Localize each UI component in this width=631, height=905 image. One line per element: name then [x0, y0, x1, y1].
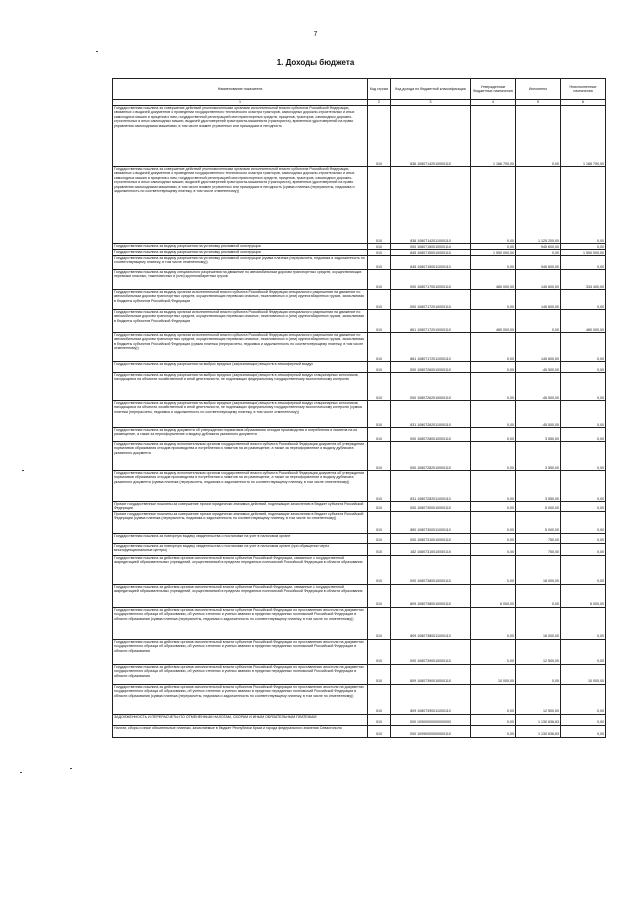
row-executed: 1 130 636,63	[516, 725, 561, 737]
row-unexecuted: 480 000,00	[561, 310, 606, 333]
row-line-code: 010	[368, 555, 391, 584]
row-approved: 0,00	[471, 442, 516, 471]
row-budget-code: 000 10807170010000110	[391, 270, 471, 290]
table-row	[113, 428, 606, 442]
row-unexecuted: 0,00	[561, 362, 606, 373]
row-name: Государственная пошлина за повторную выдачу свидетельства о постановке на учет в налоговом органе	[113, 533, 368, 543]
row-unexecuted: 0,00	[561, 725, 606, 737]
row-budget-code: 000 10807280010000110	[391, 428, 471, 442]
row-approved: 0,00	[471, 502, 516, 512]
row-budget-code: 809 10807380010000110	[391, 584, 471, 607]
row-unexecuted: 0,00	[561, 256, 606, 270]
row-approved: 0,00	[471, 555, 516, 584]
row-line-code: 010	[368, 250, 391, 256]
row-budget-code: 809 10807390011000110	[391, 684, 471, 714]
table-row	[113, 543, 606, 555]
row-executed: 12 500,00	[516, 684, 561, 714]
row-name: Государственная пошлина за выдачу разрешения на установку рекламной конструкции	[113, 250, 368, 256]
row-unexecuted: 6 000,00	[561, 584, 606, 607]
row-unexecuted: 0,00	[561, 373, 606, 401]
row-executed: 0,00	[516, 664, 561, 684]
table-row	[113, 106, 606, 167]
row-line-code: 010	[368, 639, 391, 664]
column-number: 6	[561, 100, 606, 106]
row-line-code: 010	[368, 373, 391, 401]
row-approved: 10 000,00	[471, 664, 516, 684]
row-approved: 1 550 000,00	[471, 250, 516, 256]
row-name: Государственная пошлина за действия органов исполнительной власти субъектов Российской Федерации по проставлению апостиля на документах государственного образца об образовании, об ученых степенях и ученых званиях в пределах переданных полномочий Российской Федерации в области образования (сумма платежа (перерасчеты, недоимка и задолженность по соответствующему платежу, в том числе по отмененному))	[113, 607, 368, 639]
row-budget-code: 000 10807260010000110	[391, 362, 471, 373]
row-name: Государственная пошлина за выдачу документа об утверждении нормативов образования отходов производства и потребления и лимитов на их размещение, а также за переоформление и выдачу дубликата указанного документа	[113, 428, 368, 442]
table-row	[113, 270, 606, 290]
header-executed: Исполнено	[516, 79, 561, 100]
row-approved: 0,00	[471, 533, 516, 543]
header-line-code: Код строки	[368, 79, 391, 100]
row-executed: 1 125 200,00	[516, 167, 561, 244]
row-line-code: 010	[368, 607, 391, 639]
row-unexecuted: 0,00	[561, 401, 606, 428]
header-indicator-name: Наименование показателя	[113, 79, 368, 100]
row-budget-code: 836 10807142011000110	[391, 167, 471, 244]
row-executed: 1 130 636,63	[516, 714, 561, 725]
row-line-code: 010	[368, 725, 391, 737]
row-unexecuted: 0,00	[561, 607, 606, 639]
table-row	[113, 373, 606, 401]
row-name: Государственная пошлина за выдачу исполнительным органом государственной власти субъекта Российской Федерации документа об утверждении нормативов образования отходов производства и потребления и лимитов на их размещение, а также за переоформление и выдачу дубликата указанного документа	[113, 442, 368, 471]
row-unexecuted: 0,00	[561, 511, 606, 533]
row-unexecuted: 0,00	[561, 684, 606, 714]
table-row	[113, 502, 606, 512]
row-budget-code: 831 10807282011000110	[391, 471, 471, 502]
row-budget-code: 000 10807262010000110	[391, 373, 471, 401]
table-row	[113, 167, 606, 244]
row-executed: 750,00	[516, 533, 561, 543]
row-name: Государственная пошлина за действия органов исполнительной власти субъектов Российской Федерации по проставлению апостиля на документах государственного образца об образовании, об ученых степенях и ученых званиях в пределах переданных полномочий Российской Федерации в области образования	[113, 664, 368, 684]
row-line-code: 010	[368, 333, 391, 362]
row-executed: 3 550,00	[516, 471, 561, 502]
row-unexecuted: 0,00	[561, 543, 606, 555]
row-approved: 0,00	[471, 543, 516, 555]
row-unexecuted: 0,00	[561, 290, 606, 310]
row-budget-code: 000 10807390010000110	[391, 639, 471, 664]
row-line-code: 010	[368, 290, 391, 310]
row-name: Государственная пошлина за выдачу органом исполнительной власти субъекта Российской Федерации специального разрешения на движение по автомобильным дорогам транспортных средств, осуществляющих перевозки опасных, тяжеловесных и (или) крупногабаритных грузов, зачисляемая в бюджеты субъектов Российской Федерации	[113, 290, 368, 310]
row-name: Государственная пошлина за действия органов исполнительной власти субъектов Российской Федерации, связанные с государственной аккредитацией образовательных учреждений, осуществляемой в пределах переданных полномочий Российской Федерации в области образования	[113, 555, 368, 584]
row-executed: 945 600,00	[516, 256, 561, 270]
page-title: 1. Доходы бюджета	[276, 58, 355, 67]
row-name: Прочие государственные пошлины за совершение прочих юридически значимых действий, подлежащие зачислению в бюджет субъекта Российской Федерации (сумма платежа (перерасчеты, недоимка и задолженность по соответствующему платежу, в том числе по отмененному))	[113, 511, 368, 533]
row-approved: 6 000,00	[471, 584, 516, 607]
row-name: Государственная пошлина за действия органов исполнительной власти субъектов Российской Федерации по проставлению апостиля на документах государственного образца об образовании, об ученых степенях и ученых званиях в пределах переданных полномочий Российской Федерации в области образования (сумма платежа (перерасчеты, недоимка и задолженность по соответствующему платежу, в том числе по отмененному))	[113, 684, 368, 714]
row-name: Государственная пошлина за действия органов исполнительной власти субъектов Российской Федерации, связанные с государственной аккредитацией образовательных учреждений, осуществляемой в пределах переданных полномочий Российской Федерации в области образования	[113, 584, 368, 607]
row-approved: 0,00	[471, 333, 516, 362]
row-budget-code: 809 10807380011000110	[391, 607, 471, 639]
row-line-code: 010	[368, 310, 391, 333]
row-name: Прочие государственные пошлины за совершение прочих юридически значимых действий, подлежащие зачислению в бюджет субъекта Российской Федерации	[113, 502, 368, 512]
column-number: 1	[113, 100, 368, 106]
row-executed: 3 550,00	[516, 428, 561, 442]
header-row	[113, 79, 606, 100]
row-unexecuted: 0,00	[561, 471, 606, 502]
row-unexecuted: 0,00	[561, 502, 606, 512]
row-budget-code: 000 10807282010000110	[391, 442, 471, 471]
row-name: Государственная пошлина за совершение действий уполномоченными органами исполнительной власти субъектов Российской Федерации, связанных с выдачей документов о проведении государственного технического осмотра тракторов, самоходных дорожно-строительных и иных самоходных машин и прицепов к ним, государственной регистрацией мототранспортных средств, прицепов, тракторов, самоходных дорожно-строительных и иных самоходных машин, выдачей удостоверений тракториста-машиниста (тракториста), временных удостоверений на право управления самоходными машинами, в том числе взамен утраченных или пришедших в негодность	[113, 106, 368, 167]
row-name: Государственная пошлина за действия органов исполнительной власти субъектов Российской Федерации по проставлению апостиля на документах государственного образца об образовании, об ученых степенях и ученых званиях в пределах переданных полномочий Российской Федерации в области образования	[113, 639, 368, 664]
scan-mark	[70, 768, 72, 769]
row-approved: 0,00	[471, 471, 516, 502]
row-line-code: 010	[368, 502, 391, 512]
row-approved: 1 166 700,00	[471, 106, 516, 167]
table-row	[113, 607, 606, 639]
row-executed: 145 600,00	[516, 333, 561, 362]
row-approved: 0,00	[471, 256, 516, 270]
revenue-table	[112, 78, 606, 738]
row-approved: 0,00	[471, 167, 516, 244]
scan-mark	[20, 772, 22, 773]
table-row	[113, 584, 606, 607]
row-executed: 750,00	[516, 543, 561, 555]
row-unexecuted: 0,00	[561, 555, 606, 584]
row-unexecuted: 10 000,00	[561, 664, 606, 684]
row-executed: -45 500,00	[516, 373, 561, 401]
page-number: 7	[313, 31, 318, 38]
row-name: Государственная пошлина за выдачу специального разрешения на движение по автомобильным дорогам транспортных средств, осуществляющих перевозки опасных, тяжеловесных и (или) крупногабаритных грузов	[113, 270, 368, 290]
row-line-code: 010	[368, 167, 391, 244]
row-budget-code: 000 10807150010000110	[391, 244, 471, 250]
table-row	[113, 725, 606, 737]
row-budget-code: 836 10807142010000110	[391, 106, 471, 167]
row-line-code: 010	[368, 533, 391, 543]
row-approved: 0,00	[471, 725, 516, 737]
row-line-code: 010	[368, 428, 391, 442]
row-name: Государственная пошлина за выдачу разрешения на выброс вредных (загрязняющих) веществ в атмосферный воздух стационарных источников, находящихся на объектах хозяйственной и иной деятельности, не подлежащих федеральному государственному экологическому контролю	[113, 373, 368, 401]
table-row	[113, 256, 606, 270]
row-executed: 3 550,00	[516, 442, 561, 471]
row-line-code: 010	[368, 401, 391, 428]
row-approved: 0,00	[471, 714, 516, 725]
table-row	[113, 639, 606, 664]
table-row	[113, 664, 606, 684]
row-executed: 0,00	[516, 584, 561, 607]
row-budget-code: 182 10807310010000110	[391, 543, 471, 555]
table-row	[113, 333, 606, 362]
row-budget-code: 000 10990000000000110	[391, 725, 471, 737]
row-name: Государственная пошлина за выдачу исполнительным органом государственной власти субъекта Российской Федерации документа об утверждении нормативов образования отходов производства и потребления и лимитов на их размещение, а также за переоформление и выдачу дубликата указанного документа (сумма платежа (перерасчеты, недоимка и задолженность по соответствующему платежу, в том числе отмененному))	[113, 471, 368, 502]
scan-mark	[96, 51, 98, 52]
row-line-code: 010	[368, 106, 391, 167]
row-approved: 0,00	[471, 244, 516, 250]
row-name: Государственная пошлина за выдачу разрешения на выброс вредных (загрязняющих) веществ в атмосферный воздух стационарных источников, находящихся на объектах хозяйственной и иной деятельности, не подлежащих федеральному государственному экологическому контролю (сумма платежа (перерасчеты, недоимка и задолженность по соответствующему платежу, в том числе отмененному))	[113, 401, 368, 428]
row-budget-code: 861 10807172011000110	[391, 333, 471, 362]
row-executed: 0,00	[516, 310, 561, 333]
row-executed: 18 000,00	[516, 555, 561, 584]
row-name: ЗАДОЛЖЕННОСТЬ И ПЕРЕРАСЧЕТЫ ПО ОТМЕНЕННЫМ НАЛОГАМ, СБОРАМ И ИНЫМ ОБЯЗАТЕЛЬНЫМ ПЛАТЕЖАМ	[113, 714, 368, 725]
column-number: 2	[368, 100, 391, 106]
row-unexecuted: 0,00	[561, 639, 606, 664]
table-row	[113, 442, 606, 471]
row-approved: 0,00	[471, 607, 516, 639]
row-approved: 480 000,00	[471, 310, 516, 333]
row-unexecuted: 0,00	[561, 428, 606, 442]
row-line-code: 010	[368, 714, 391, 725]
row-line-code: 010	[368, 664, 391, 684]
row-approved: 0,00	[471, 684, 516, 714]
column-number: 5	[516, 100, 561, 106]
row-executed: 18 000,00	[516, 607, 561, 639]
row-executed: 0,00	[516, 106, 561, 167]
row-approved: 0,00	[471, 362, 516, 373]
row-name: Государственная пошлина за выдачу органом исполнительной власти субъекта Российской Федерации специального разрешения на движение по автомобильным дорогам транспортных средств, осуществляющих перевозки опасных, тяжеловесных и (или) крупногабаритных грузов, зачисляемая в бюджеты субъектов Российской Федерации	[113, 310, 368, 333]
row-budget-code: 000 10807310010000110	[391, 533, 471, 543]
row-name: Государственная пошлина за повторную выдачу свидетельства о постановке на учет в налоговом органе (при обращении через многофункциональные центры)	[113, 543, 368, 555]
row-executed: -45 500,00	[516, 401, 561, 428]
row-line-code: 010	[368, 442, 391, 471]
header-approved: Утвержденные бюджетные назначения	[471, 79, 516, 100]
row-unexecuted: 0,00	[561, 167, 606, 244]
row-executed: 5 000,00	[516, 502, 561, 512]
row-unexecuted: 1 550 000,00	[561, 250, 606, 256]
row-executed: -45 500,00	[516, 362, 561, 373]
scan-mark	[22, 470, 24, 471]
row-approved: 0,00	[471, 401, 516, 428]
row-budget-code: 845 10807150010000110	[391, 250, 471, 256]
table-row	[113, 684, 606, 714]
row-approved: 0,00	[471, 290, 516, 310]
table-row	[113, 533, 606, 543]
row-approved: 0,00	[471, 428, 516, 442]
row-approved: 480 000,00	[471, 270, 516, 290]
row-name: Налоги, сборы и иные обязательные платежи, зачисляемые в бюджет Республики Крым и города федерального значения Севастополя	[113, 725, 368, 737]
row-approved: 0,00	[471, 511, 516, 533]
table-row	[113, 714, 606, 725]
row-unexecuted: 0,00	[561, 714, 606, 725]
row-name: Государственная пошлина за совершение действий уполномоченными органами исполнительной власти субъектов Российской Федерации, связанных с выдачей документов о проведении государственного технического осмотра тракторов, самоходных дорожно-строительных и иных самоходных машин и прицепов к ним, государственной регистрацией мототранспортных средств, прицепов, тракторов, самоходных дорожно-строительных и иных самоходных машин, выдачей удостоверений тракториста-машиниста (тракториста), временных удостоверений на право управления самоходными машинами, в том числе взамен утраченных или пришедших в негодность (сумма платежа (перерасчеты, недоимка и задолженность по соответствующему платежу, в том числе отмененному))	[113, 167, 368, 244]
row-line-code: 010	[368, 543, 391, 555]
table-row	[113, 555, 606, 584]
row-name: Государственная пошлина за выдачу органом исполнительной власти субъекта Российской Федерации специального разрешения на движение по автомобильным дорогам транспортных средств, осуществляющих перевозки опасных, тяжеловесных и (или) крупногабаритных грузов, зачисляемая в бюджеты субъектов Российской Федерации (сумма платежа (перерасчеты, недоимка и задолженность по соответствующему платежу, в том числе отмененному))	[113, 333, 368, 362]
row-line-code: 010	[368, 256, 391, 270]
row-unexecuted: 0,00	[561, 533, 606, 543]
table-row	[113, 290, 606, 310]
column-number: 3	[391, 100, 471, 106]
table-row	[113, 401, 606, 428]
row-executed: 12 500,00	[516, 639, 561, 664]
row-budget-code: 850 10807300011000110	[391, 511, 471, 533]
row-name: Государственная пошлина за выдачу разрешения на установку рекламной конструкции	[113, 244, 368, 250]
row-budget-code: 831 10807262011000110	[391, 401, 471, 428]
row-line-code: 010	[368, 471, 391, 502]
row-budget-code: 000 10807300010000110	[391, 502, 471, 512]
header-unexecuted: Неисполненные назначения	[561, 79, 606, 100]
row-budget-code: 845 10807150011000110	[391, 256, 471, 270]
row-line-code: 010	[368, 684, 391, 714]
row-unexecuted: 1 166 700,00	[561, 106, 606, 167]
table-row	[113, 362, 606, 373]
row-executed: 945 600,00	[516, 244, 561, 250]
row-unexecuted: 0,00	[561, 333, 606, 362]
row-budget-code: 000 10900000000000000	[391, 714, 471, 725]
row-budget-code: 809 10807390010000110	[391, 664, 471, 684]
row-executed: 5 000,00	[516, 511, 561, 533]
row-name: Государственная пошлина за выдачу разрешения на выброс вредных (загрязняющих) веществ в атмосферный воздух	[113, 362, 368, 373]
row-unexecuted: 0,00	[561, 442, 606, 471]
table-row	[113, 471, 606, 502]
row-budget-code: 000 10807380010000110	[391, 555, 471, 584]
row-executed: 145 600,00	[516, 290, 561, 310]
row-budget-code: 000 10807172010000110	[391, 290, 471, 310]
row-line-code: 010	[368, 362, 391, 373]
table-row	[113, 511, 606, 533]
row-line-code: 010	[368, 584, 391, 607]
row-executed: 0,00	[516, 250, 561, 256]
row-unexecuted: 334 400,00	[561, 270, 606, 290]
row-approved: 0,00	[471, 373, 516, 401]
row-name: Государственная пошлина за выдачу разрешения на установку рекламной конструкции (сумма платежа (перерасчеты, недоимка и задолженность по соответствующему платежу, в том числе отмененному))	[113, 256, 368, 270]
row-executed: 145 600,00	[516, 270, 561, 290]
row-unexecuted: 0,00	[561, 244, 606, 250]
header-budget-code: Код дохода по бюджетной классификации	[391, 79, 471, 100]
column-number: 4	[471, 100, 516, 106]
row-line-code: 010	[368, 244, 391, 250]
table-row	[113, 310, 606, 333]
row-line-code: 010	[368, 511, 391, 533]
row-line-code: 010	[368, 270, 391, 290]
row-approved: 0,00	[471, 639, 516, 664]
row-budget-code: 861 10807172010000110	[391, 310, 471, 333]
